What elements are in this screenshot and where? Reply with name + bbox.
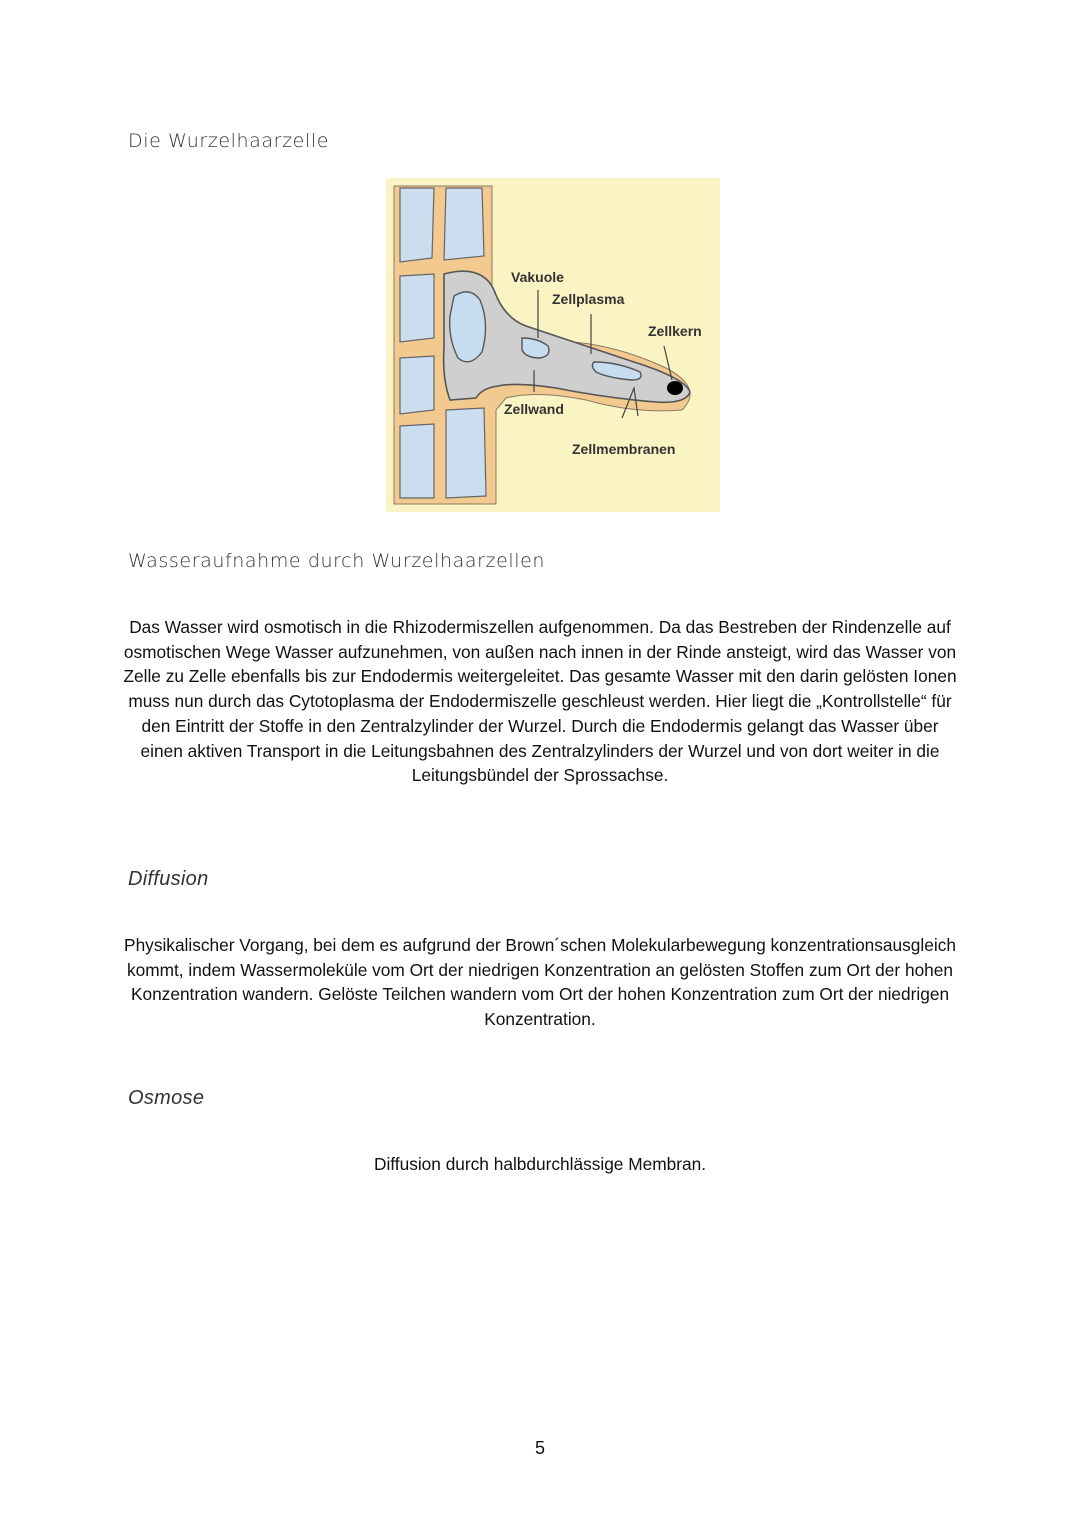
label-cell-wall: Zellwand — [504, 401, 564, 417]
paragraph-diffusion: Physikalischer Vorgang, bei dem es aufgrund der Brown´schen Molekularbewegung konzentrationsausgleich kommt, indem Wassermoleküle vom Ort der niedrigen Konzentration an gelösten Stoffen zum Ort der hohen Konzentration wandern. Gelöste Teilchen wandern vom Ort der hohen Konzentration zum Ort der niedrigen Konzentration. — [124, 935, 956, 1030]
heading-osmosis: Osmose — [128, 1087, 205, 1109]
label-cytoplasm: Zellplasma — [552, 291, 625, 307]
root-hair-cell-svg — [386, 178, 720, 512]
label-cell-membranes: Zellmembranen — [572, 441, 676, 457]
heading-root-hair-cell: Die Wurzelhaarzelle — [128, 130, 329, 152]
heading-water-uptake: Wasseraufnahme durch Wurzelhaarzellen — [128, 550, 546, 572]
paragraph-osmosis: Diffusion durch halbdurchlässige Membran. — [373, 1154, 707, 1174]
label-nucleus: Zellkern — [648, 323, 702, 339]
paragraph-water-uptake: Das Wasser wird osmotisch in die Rhizodermiszellen aufgenommen. Da das Bestreben der Rindenzelle auf osmotischen Wege Wasser aufzunehmen, von außen nach innen in der Rinde ansteigt, wird das Wasser von Zelle zu Zelle ebenfalls bis zur Endodermis weitergeleitet. Das gesamte Wasser mit den darin gelösten Ionen muss nun durch das Cytotoplasma der Endodermiszelle geschleust werden. Hier liegt die „Kontrollstelle“ für den Eintritt der Stoffe in den Zentralzylinder der Wurzel. Durch die Endodermis gelangt das Wasser über einen aktiven Transport in die Leitungsbahnen des Zentralzylinders der Wurzel und von dort weiter in die Leitungsbündel der Sprossachse. — [123, 617, 957, 786]
label-vacuole: Vakuole — [511, 269, 564, 285]
page-number: 5 — [534, 1438, 545, 1458]
heading-diffusion: Diffusion — [128, 868, 209, 890]
main-vacuole — [450, 292, 486, 362]
nucleus — [667, 381, 683, 395]
root-hair-cell-diagram — [386, 178, 720, 512]
